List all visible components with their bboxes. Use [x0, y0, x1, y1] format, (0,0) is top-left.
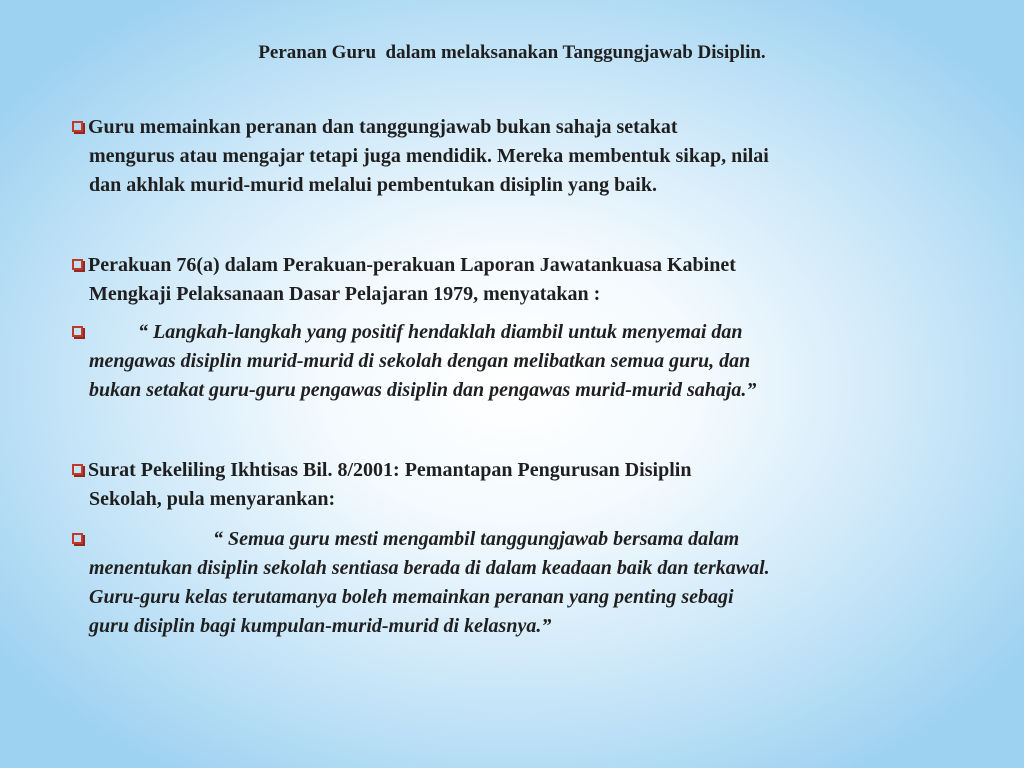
paragraph-line: Sekolah, pula menyarankan: — [89, 488, 336, 510]
quote-line: bukan setakat guru-guru pengawas disiplin dan pengawas murid-murid sahaja.” — [89, 379, 757, 401]
quote-line — [72, 525, 770, 554]
quote-line: Guru-guru kelas terutamanya boleh memainkan peranan yang penting sebagi — [89, 586, 734, 608]
quote-line: mengawas disiplin murid-murid di sekolah dengan melibatkan semua guru, dan — [89, 350, 751, 372]
paragraph-perakuan-76a — [72, 251, 736, 309]
quote-perakuan — [72, 318, 756, 405]
slide-title: Peranan Guru dalam melaksanakan Tanggungjawab Disiplin. — [258, 42, 766, 63]
hollow-square-bullet-icon — [72, 326, 83, 337]
paragraph-teacher-role — [72, 113, 769, 200]
paragraph-line — [72, 456, 691, 485]
line-text: Surat Pekeliling Ikhtisas Bil. 8/2001: Pemantapan Pengurusan Disiplin — [88, 459, 692, 481]
quote-line: guru disiplin bagi kumpulan-murid-murid di kelasnya.” — [89, 615, 552, 637]
line-text: Perakuan 76(a) dalam Perakuan-perakuan Laporan Jawatankuasa Kabinet — [88, 254, 736, 276]
hollow-square-bullet-icon — [72, 259, 83, 270]
quote-line — [72, 318, 756, 347]
line-text: “ Semua guru mesti mengambil tanggungjawab bersama dalam — [88, 528, 740, 550]
hollow-square-bullet-icon — [72, 464, 83, 475]
paragraph-line — [72, 251, 736, 280]
hollow-square-bullet-icon — [72, 121, 83, 132]
quote-line: menentukan disiplin sekolah sentiasa berada di dalam keadaan baik dan terkawal. — [89, 557, 770, 579]
paragraph-surat-pekeliling — [72, 456, 691, 514]
hollow-square-bullet-icon — [72, 533, 83, 544]
line-text: “ Langkah-langkah yang positif hendaklah diambil untuk menyemai dan — [88, 321, 743, 343]
paragraph-line: mengurus atau mengajar tetapi juga mendidik. Mereka membentuk sikap, nilai — [89, 145, 769, 167]
paragraph-line: Mengkaji Pelaksanaan Dasar Pelajaran 1979, menyatakan : — [89, 283, 601, 305]
line-text: Guru memainkan peranan dan tanggungjawab bukan sahaja setakat — [88, 116, 678, 138]
quote-surat-pekeliling — [72, 525, 770, 641]
paragraph-line — [72, 113, 769, 142]
paragraph-line: dan akhlak murid-murid melalui pembentukan disiplin yang baik. — [89, 174, 657, 196]
